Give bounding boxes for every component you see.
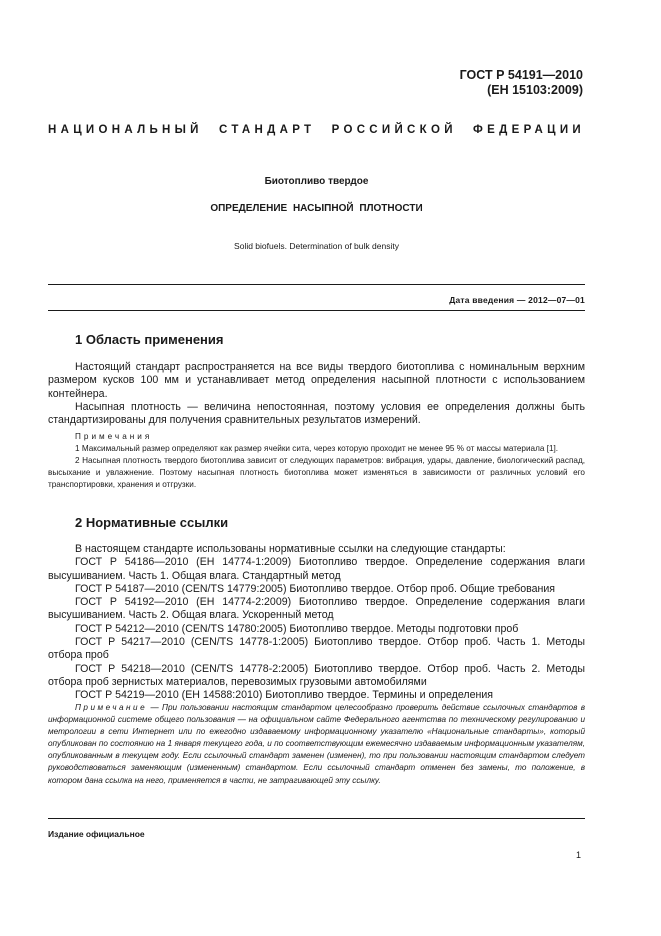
reference-item: ГОСТ Р 54219—2010 (ЕН 14588:2010) Биотопливо твердое. Термины и определения [75, 689, 493, 702]
references-intro: В настоящем стандарте использованы нормативные ссылки на следующие стандарты: [75, 543, 506, 555]
en-number: (ЕН 15103:2009) [487, 83, 583, 97]
national-standard-banner [48, 124, 585, 136]
references-note-label: Примечание [75, 703, 148, 712]
banner-word: НАЦИОНАЛЬНЫЙ [48, 124, 203, 136]
section-1-body [48, 361, 585, 427]
paragraph: Настоящий стандарт распространяется на все виды твердого биотоплива с номинальным верхним размером кусков 100 мм и устанавливает метод определения насыпной плотности с использованием контейнера. [48, 361, 585, 400]
section-2-heading: 2 Нормативные ссылки [75, 515, 229, 530]
notes-label: Примечания [75, 432, 153, 441]
references-note-text [48, 702, 585, 787]
references-note [48, 702, 585, 787]
title-divider [48, 284, 585, 285]
title-sub: ОПРЕДЕЛЕНИЕ НАСЫПНОЙ ПЛОТНОСТИ [210, 203, 423, 214]
reference-item: ГОСТ Р 54192—2010 (ЕН 14774-2:2009) Биотопливо твердое. Определение содержания влаги высушиванием. Часть 2. Общая влага. Ускоренный метод [48, 596, 585, 622]
gost-number: ГОСТ Р 54191—2010 [459, 68, 583, 82]
note-item: 2 Насыпная плотность твердого биотоплива зависит от следующих параметров: вибрация, удары, давление, биологический распад, высыхание и увлажнение. Поэтому насыпная плотность биотоплива может изменяться в зависимости от различных условий его транспортировки, хранения и отгрузки. [48, 456, 585, 489]
title-english: Solid biofuels. Determination of bulk density [234, 241, 399, 251]
date-divider [48, 310, 585, 311]
reference-item: ГОСТ Р 54217—2010 (CEN/TS 14778-1:2005) Биотопливо твердое. Отбор проб. Часть 1. Методы отбора проб [48, 636, 585, 662]
footer-divider [48, 818, 585, 819]
page-number: 1 [575, 850, 581, 860]
reference-item: ГОСТ Р 54212—2010 (CEN/TS 14780:2005) Биотопливо твердое. Методы подготовки проб [75, 622, 519, 635]
banner-word: ФЕДЕРАЦИИ [473, 124, 585, 136]
reference-item: ГОСТ Р 54186—2010 (ЕН 14774-1:2009) Биотопливо твердое. Определение содержания влаги высушиванием. Часть 1. Общая влага. Стандартный метод [48, 556, 585, 582]
introduction-date: Дата введения — 2012—07—01 [449, 295, 585, 305]
note-item: 1 Максимальный размер определяют как размер ячейки сита, через которую проходит не менее 95 % от массы материала [1]. [75, 444, 559, 453]
section-1-heading: 1 Область применения [75, 332, 224, 347]
reference-item: ГОСТ Р 54187—2010 (CEN/TS 14779:2005) Биотопливо твердое. Отбор проб. Общие требования [75, 582, 556, 595]
title-main: Биотопливо твердое [264, 176, 369, 187]
banner-word: СТАНДАРТ [219, 124, 316, 136]
official-edition-label: Издание официальное [48, 829, 145, 839]
normative-references [48, 543, 585, 703]
reference-item: ГОСТ Р 54218—2010 (CEN/TS 14778-2:2005) Биотопливо твердое. Отбор проб. Часть 2. Методы отбора проб зернистых материалов, перевозимых грузовыми автомобилями [48, 662, 585, 688]
gost-header [460, 68, 583, 98]
section-1-notes [48, 431, 585, 491]
paragraph: Насыпная плотность — величина непостоянная, поэтому условия ее определения должны быть стандартизированы для получения сравнительных результатов измерений. [48, 400, 585, 427]
references-note-body: — При пользовании настоящим стандартом целесообразно проверить действие ссылочных стандартов в информационной системе общего пользования — на официальном сайте Федерального агентства по техническому регулированию и метрологии в сети Интернет или по ежегодно издаваемому информационному указателю «Национальные стандарты», который опубликован по состоянию на 1 января текущего года, и по соответствующим ежемесячно издаваемым информационным указателям, опубликованным в текущем году. Если ссылочный стандарт заменен (изменен), то при пользовании настоящим стандартом следует руководствоваться заменяющим (измененным) стандартом. Если ссылочный стандарт отменен без замены, то положение, в котором дана ссылка на него, применяется в части, не затрагивающей эту ссылку. [48, 703, 585, 785]
banner-word: РОССИЙСКОЙ [331, 124, 457, 136]
